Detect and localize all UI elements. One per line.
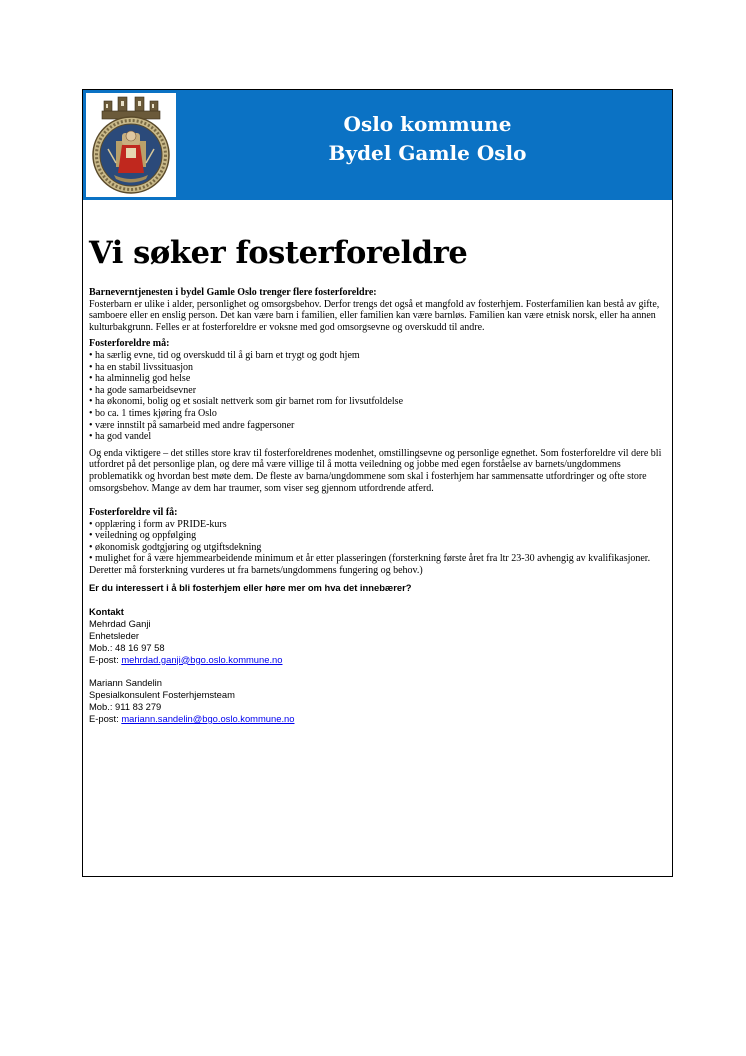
oslo-city-seal-icon bbox=[86, 93, 176, 197]
list-item: • ha god vandel bbox=[89, 431, 152, 443]
contact-name: Mariann Sandelin bbox=[89, 677, 162, 689]
header-banner bbox=[83, 90, 672, 200]
contact-title: Spesialkonsulent Fosterhjemsteam bbox=[89, 689, 235, 701]
email-label: E-post: bbox=[89, 653, 122, 665]
list-item: • økonomisk godtgjøring og utgiftsdekning bbox=[89, 541, 262, 553]
list-item: • ha økonomi, bolig og et sosialt nettverk som gir barnet rom for livsutfoldelse bbox=[89, 396, 404, 408]
list-item: • ha alminnelig god helse bbox=[89, 373, 191, 385]
requirements-heading: Fosterforeldre må: bbox=[89, 338, 170, 350]
email-link[interactable]: mehrdad.ganji@bgo.oslo.kommune.no bbox=[121, 653, 283, 665]
email-link[interactable]: mariann.sandelin@bgo.oslo.kommune.no bbox=[121, 712, 295, 724]
banner-title-line1: Oslo kommune bbox=[343, 112, 512, 136]
interest-question: Er du interessert i å bli fosterhjem eller høre mer om hva det innebærer? bbox=[89, 581, 412, 593]
list-item: • ha en stabil livssituasjon bbox=[89, 361, 194, 373]
importance-text: Og enda viktigere – det stilles store krav til fosterforeldrenes modenhet, omstillingsevne og personlige egnethet. Som fosterforeldre vil dere bli utfordret på det personlige plan, og dere må være villige til å motta veiledning og jobbe med egen forståelse av barnets/ungdommens problematikk og hvordan best møte dem. De fleste av barna/ungdommene som skal i fosterhjem har sammensatte utfordringer og ofte store omsorgsbehov. Mange av dem har traumer, som viser seg gjennom utfordrende atferd. bbox=[89, 447, 662, 494]
list-item: • være innstilt på samarbeid med andre fagpersoner bbox=[89, 419, 295, 431]
document-frame bbox=[82, 89, 673, 877]
list-item: • ha gode samarbeidsevner bbox=[89, 384, 197, 396]
benefits-list bbox=[89, 519, 667, 577]
document-content bbox=[89, 236, 667, 725]
intro-heading: Barneverntjenesten i bydel Gamle Oslo trenger flere fosterforeldre: bbox=[89, 287, 377, 298]
contact-phone: Mob.: 911 83 279 bbox=[89, 701, 162, 713]
contact-name: Mehrdad Ganji bbox=[89, 618, 151, 630]
list-item: • veiledning og oppfølging bbox=[89, 530, 197, 542]
list-item: • bo ca. 1 times kjøring fra Oslo bbox=[89, 407, 217, 419]
intro-text: Fosterbarn er ulike i alder, personlighet og omsorgsbehov. Derfor trengs det også et mangfold av fosterhjem. Fosterfamilien kan bestå av gifte, samboere eller en enslig person. Det kan være barn i familien, eller familien kan være barnløs. Familien kan være etnisk norsk, eller ha annen kulturbakgrunn. Felles er at fosterforeldre er voksne med god omsorgsevne og overskudd til andre. bbox=[89, 298, 660, 333]
contact-heading: Kontakt bbox=[89, 606, 124, 618]
contact-email-line bbox=[89, 713, 667, 725]
contact-email-line bbox=[89, 654, 667, 666]
email-label: E-post: bbox=[89, 712, 122, 724]
banner-title bbox=[183, 110, 672, 168]
contact-phone: Mob.: 48 16 97 58 bbox=[89, 641, 165, 653]
banner-title-line2: Bydel Gamle Oslo bbox=[328, 141, 527, 165]
requirements-list bbox=[89, 350, 667, 443]
list-item: • ha særlig evne, tid og overskudd til å gi barn et trygt og godt hjem bbox=[89, 349, 360, 361]
list-item: • mulighet for å være hjemmearbeidende minimum et år etter plasseringen (forsterkning første året fra ltr 23-30 avhengig av kvalifikasjoner. Deretter må forsterkning vurderes ut fra barnets/ungdommens fungering og behov.) bbox=[89, 553, 651, 577]
list-item: • opplæring i form av PRIDE-kurs bbox=[89, 518, 227, 530]
benefits-heading: Fosterforeldre vil få: bbox=[89, 507, 178, 519]
contact-title: Enhetsleder bbox=[89, 630, 140, 642]
contact-section bbox=[89, 606, 667, 724]
page-title: Vi søker fosterforeldre bbox=[89, 235, 468, 271]
